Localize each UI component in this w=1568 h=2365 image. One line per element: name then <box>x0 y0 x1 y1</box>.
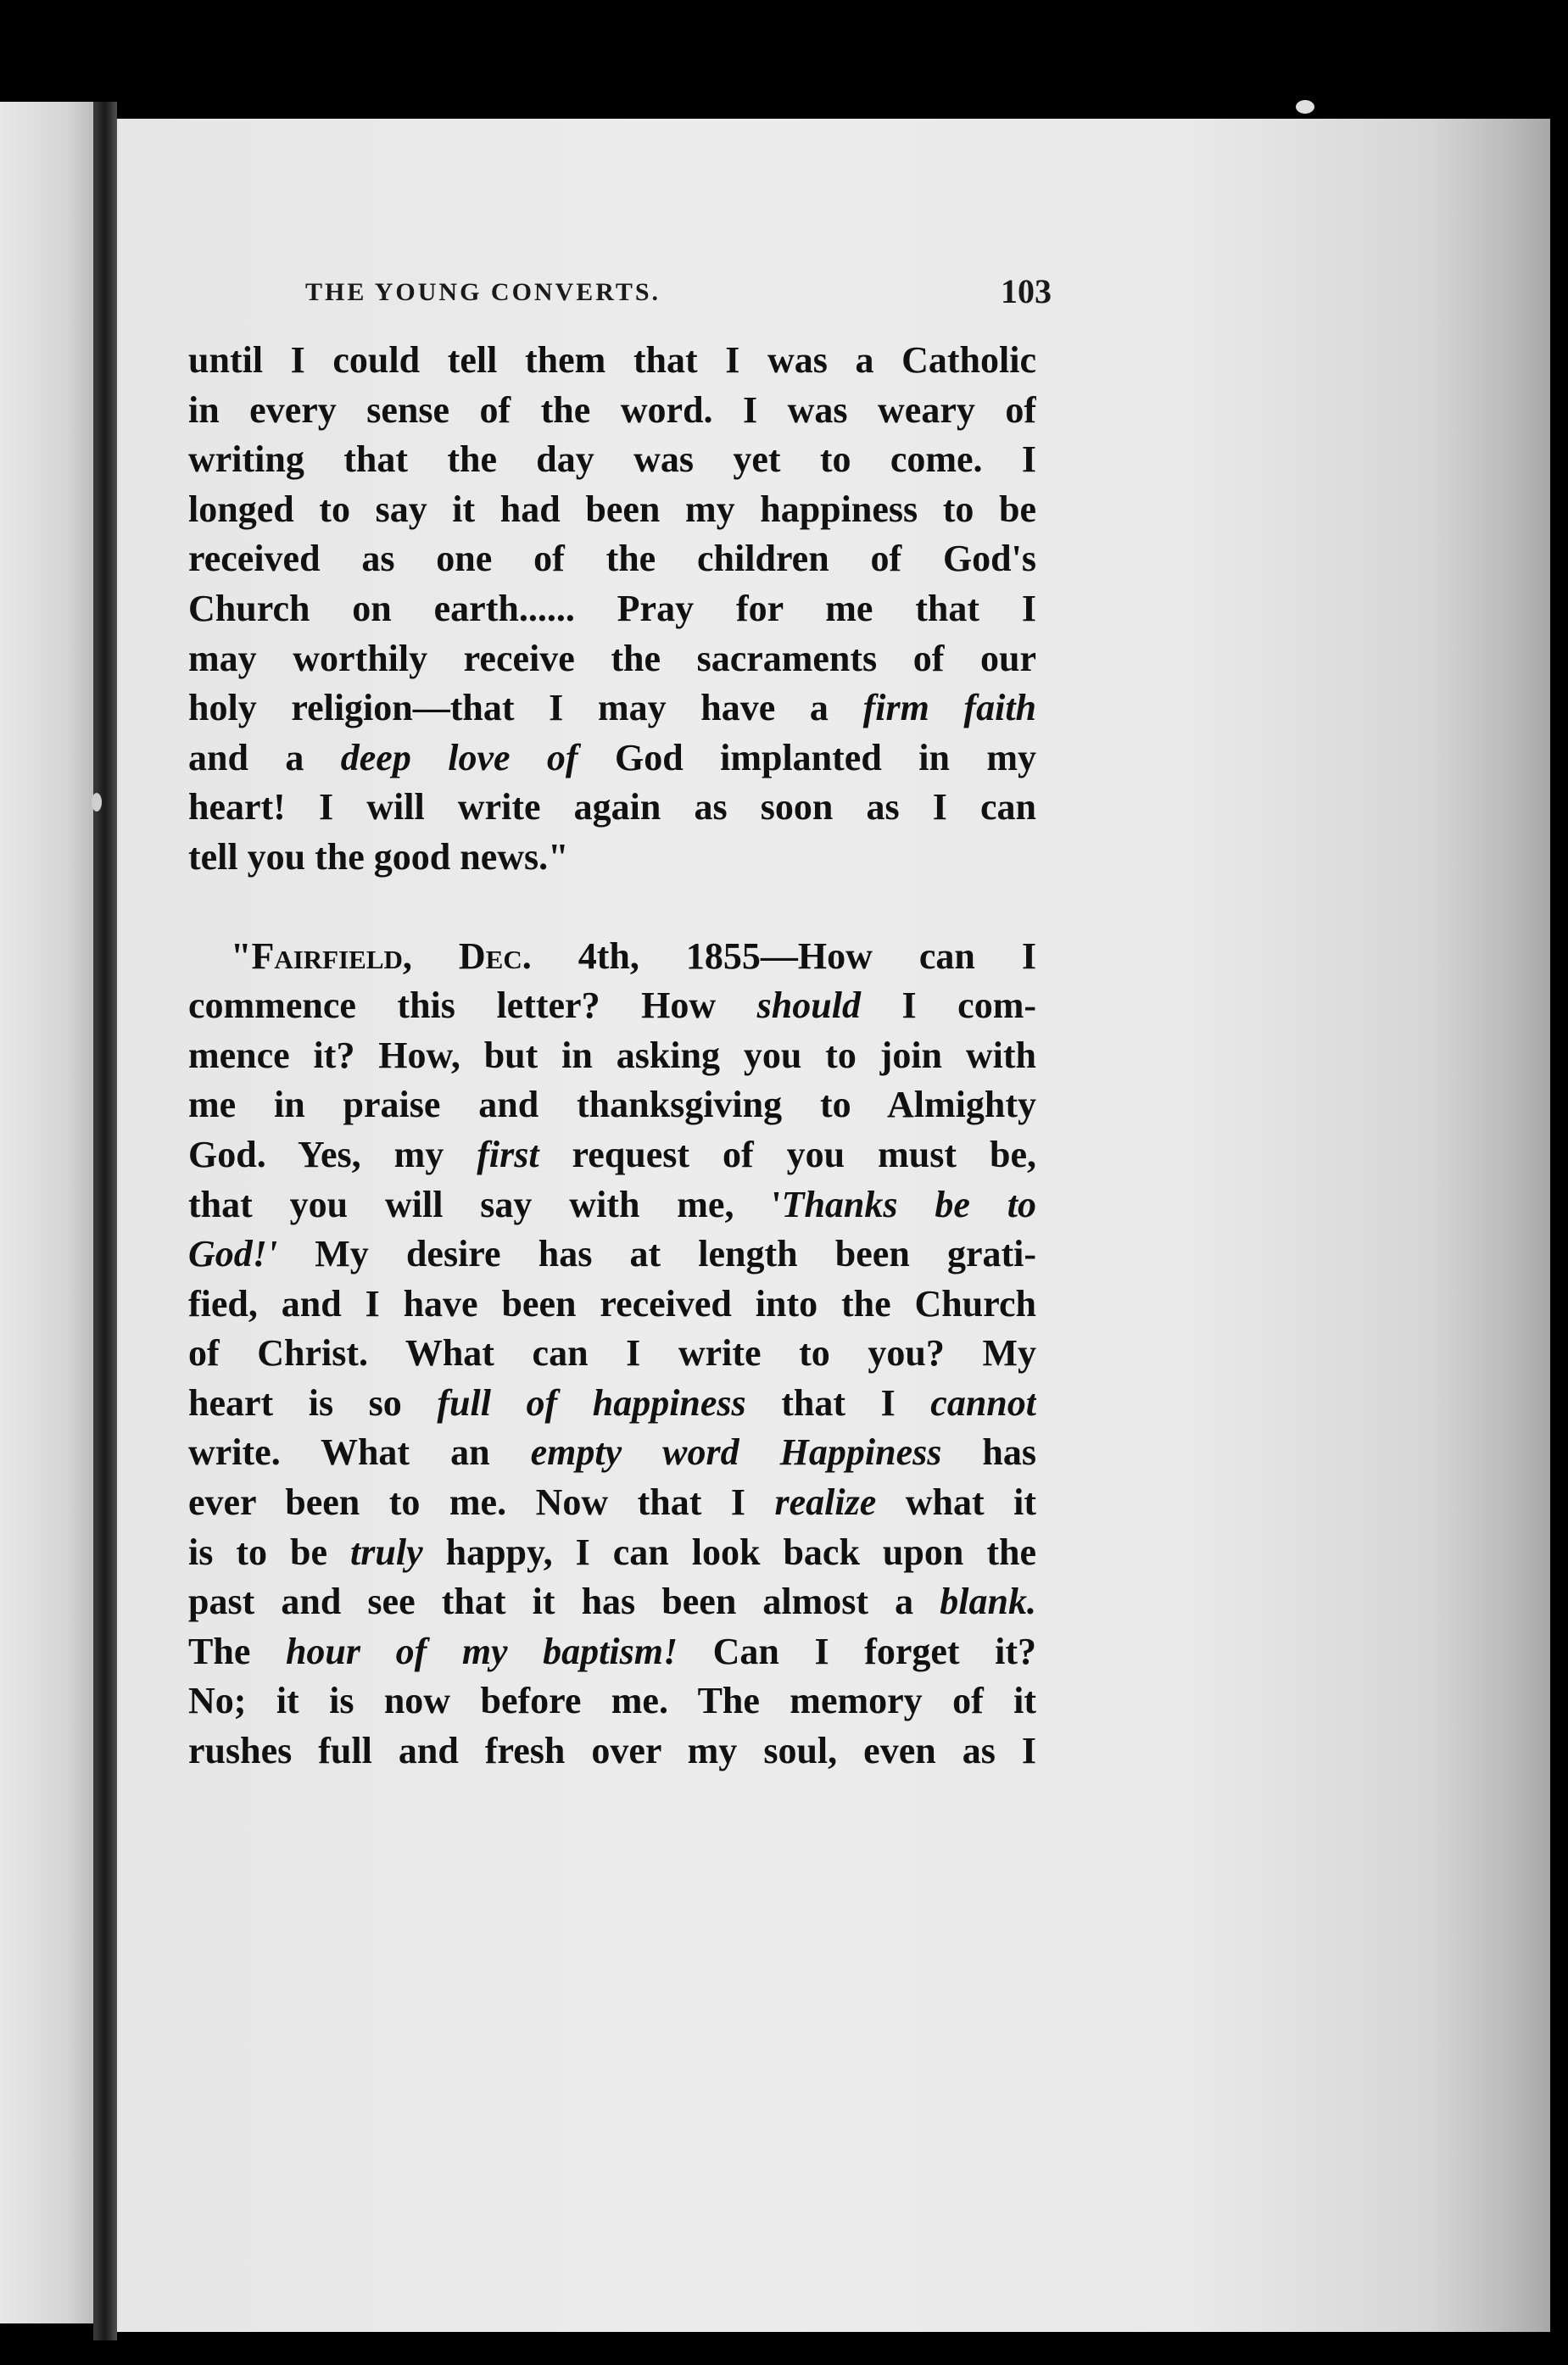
text-line: fied, and I have been received into the Church <box>188 1282 1036 1325</box>
text-line: God. Yes, my first request of you must be, <box>188 1133 1036 1175</box>
text-line: mence it? How, but in asking you to join with <box>188 1034 1036 1076</box>
book-gutter <box>93 102 117 2340</box>
body-text <box>188 336 1036 1777</box>
scan-speck <box>92 793 102 812</box>
text-line: that you will say with me, 'Thanks be to <box>188 1183 1036 1225</box>
text-line: The hour of my baptism! Can I forget it? <box>188 1630 1036 1672</box>
text-line: may worthily receive the sacraments of our <box>188 637 1036 679</box>
text-line: of Christ. What can I write to you? My <box>188 1332 1036 1375</box>
text-line: heart is so full of happiness that I cannot <box>188 1381 1036 1424</box>
text-line: writing that the day was yet to come. I <box>188 438 1036 481</box>
text-line: holy religion—that I may have a firm faith <box>188 687 1036 729</box>
text-line: No; it is now before me. The memory of it <box>188 1680 1036 1722</box>
text-line: God!' My desire has at length been grati- <box>188 1233 1036 1275</box>
page-number: 103 <box>1001 272 1052 310</box>
text-line: in every sense of the word. I was weary of <box>188 388 1036 431</box>
previous-page-edge <box>0 102 93 2323</box>
text-line: Church on earth...... Pray for me that I <box>188 587 1036 629</box>
text-line: until I could tell them that I was a Catholic <box>188 339 1036 381</box>
running-head <box>305 271 1052 322</box>
text-line: received as one of the children of God's <box>188 538 1036 580</box>
page-edge-shadow <box>1431 119 1550 2332</box>
running-title: THE YOUNG CONVERTS. <box>305 278 661 306</box>
scan-speck <box>1296 100 1314 114</box>
text-line: tell you the good news." <box>188 835 569 878</box>
text-line: longed to say it had been my happiness to be <box>188 488 1036 530</box>
text-line: rushes full and fresh over my soul, even as I <box>188 1730 1036 1772</box>
text-line: and a deep love of God implanted in my <box>188 736 1036 778</box>
text-line: heart! I will write again as soon as I can <box>188 786 1036 828</box>
text-line: me in praise and thanksgiving to Almighty <box>188 1084 1036 1126</box>
text-line: is to be truly happy, I can look back upon the <box>188 1531 1036 1573</box>
paragraph-gap <box>188 883 1036 932</box>
text-line: commence this letter? How should I com- <box>188 984 1036 1027</box>
text-line: "Fairfield, Dec. 4th, 1855—How can I <box>231 934 1036 977</box>
text-line: write. What an empty word Happiness has <box>188 1431 1036 1474</box>
text-line: past and see that it has been almost a blank. <box>188 1581 1036 1623</box>
text-line: ever been to me. Now that I realize what it <box>188 1481 1036 1524</box>
